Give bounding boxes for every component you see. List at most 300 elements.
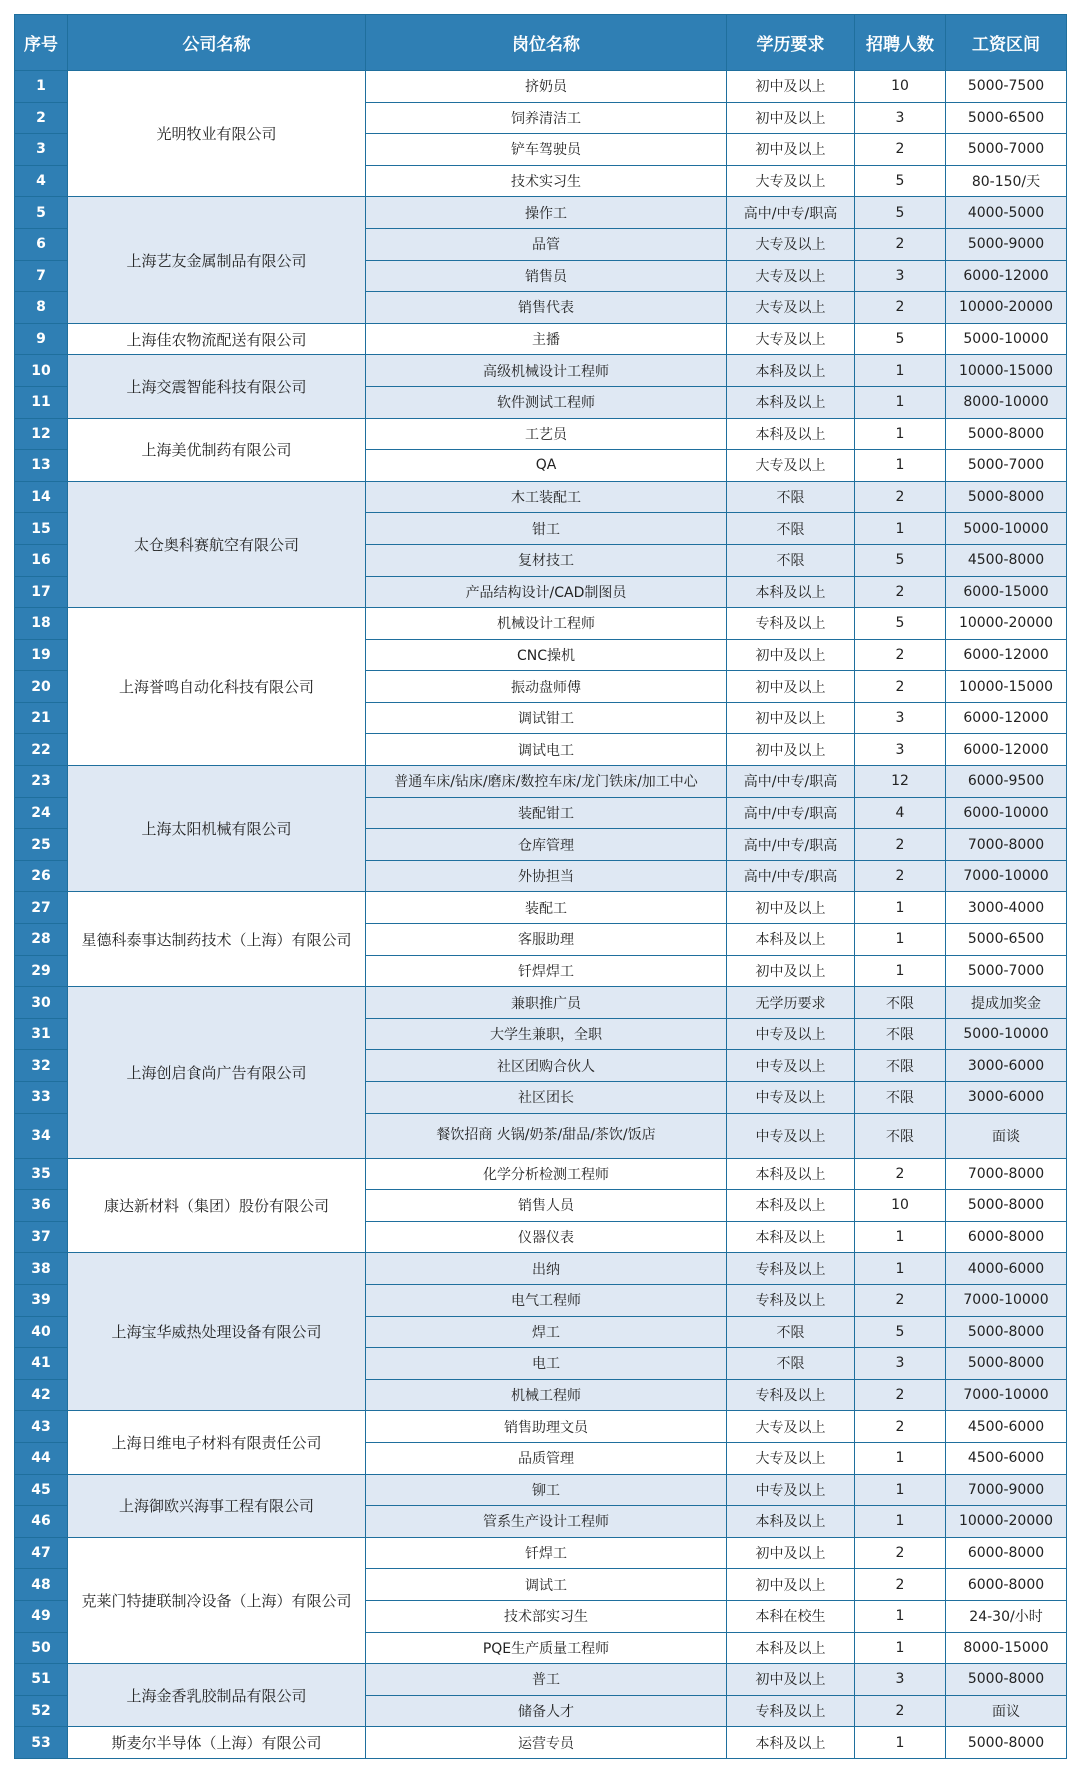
- company-name: 斯麦尔半导体（上海）有限公司: [68, 1727, 366, 1759]
- row-index: 51: [15, 1664, 68, 1696]
- position-name: CNC操机: [366, 639, 727, 671]
- position-name: 品管: [366, 228, 727, 260]
- salary-range: 4500-6000: [946, 1411, 1067, 1443]
- salary-range: 10000-15000: [946, 355, 1067, 387]
- row-index: 40: [15, 1316, 68, 1348]
- education-requirement: 专科及以上: [727, 608, 855, 640]
- hiring-count: 2: [855, 576, 946, 608]
- position-name: 复材技工: [366, 544, 727, 576]
- row-index: 10: [15, 355, 68, 387]
- position-name: 储备人才: [366, 1695, 727, 1727]
- hiring-count: 不限: [855, 1018, 946, 1050]
- row-index: 26: [15, 860, 68, 892]
- row-index: 2: [15, 102, 68, 134]
- row-index: 16: [15, 544, 68, 576]
- education-requirement: 大专及以上: [727, 450, 855, 482]
- position-name: 电工: [366, 1348, 727, 1380]
- hiring-count: 3: [855, 102, 946, 134]
- salary-range: 5000-7000: [946, 450, 1067, 482]
- hiring-count: 2: [855, 639, 946, 671]
- salary-range: 10000-15000: [946, 671, 1067, 703]
- position-name: 餐饮招商 火锅/奶茶/甜品/茶饮/饭店: [366, 1113, 727, 1158]
- education-requirement: 大专及以上: [727, 260, 855, 292]
- education-requirement: 中专及以上: [727, 1018, 855, 1050]
- position-name: 社区团长: [366, 1082, 727, 1114]
- position-name: 运营专员: [366, 1727, 727, 1759]
- salary-range: 6000-10000: [946, 797, 1067, 829]
- row-index: 52: [15, 1695, 68, 1727]
- salary-range: 5000-8000: [946, 1348, 1067, 1380]
- salary-range: 6000-8000: [946, 1537, 1067, 1569]
- row-index: 32: [15, 1050, 68, 1082]
- table-row: [15, 1474, 1067, 1506]
- salary-range: 5000-7000: [946, 134, 1067, 166]
- row-index: 17: [15, 576, 68, 608]
- salary-range: 80-150/天: [946, 165, 1067, 197]
- hiring-count: 1: [855, 1474, 946, 1506]
- education-requirement: 初中及以上: [727, 892, 855, 924]
- education-requirement: 初中及以上: [727, 1537, 855, 1569]
- hiring-count: 2: [855, 1158, 946, 1190]
- row-index: 22: [15, 734, 68, 766]
- position-name: 大学生兼职，全职: [366, 1018, 727, 1050]
- row-index: 53: [15, 1727, 68, 1759]
- company-name: 上海美优制药有限公司: [68, 418, 366, 481]
- hiring-count: 1: [855, 1442, 946, 1474]
- salary-range: 6000-15000: [946, 576, 1067, 608]
- salary-range: 3000-6000: [946, 1082, 1067, 1114]
- position-name: 销售代表: [366, 292, 727, 324]
- education-requirement: 不限: [727, 544, 855, 576]
- salary-range: 8000-15000: [946, 1632, 1067, 1664]
- company-name: 光明牧业有限公司: [68, 71, 366, 197]
- education-requirement: 不限: [727, 481, 855, 513]
- table-row: [15, 197, 1067, 229]
- education-requirement: 本科及以上: [727, 1158, 855, 1190]
- position-name: 铲车驾驶员: [366, 134, 727, 166]
- position-name: 产品结构设计/CAD制图员: [366, 576, 727, 608]
- hiring-count: 1: [855, 1632, 946, 1664]
- hiring-count: 2: [855, 1537, 946, 1569]
- salary-range: 7000-9000: [946, 1474, 1067, 1506]
- position-name: 操作工: [366, 197, 727, 229]
- table-row: [15, 1411, 1067, 1443]
- position-name: 销售员: [366, 260, 727, 292]
- salary-range: 24-30/小时: [946, 1600, 1067, 1632]
- hiring-count: 1: [855, 892, 946, 924]
- hiring-count: 1: [855, 1727, 946, 1759]
- position-name: 装配钳工: [366, 797, 727, 829]
- salary-range: 7000-10000: [946, 1284, 1067, 1316]
- company-name: 上海日维电子材料有限责任公司: [68, 1411, 366, 1474]
- hiring-count: 2: [855, 1569, 946, 1601]
- row-index: 36: [15, 1190, 68, 1222]
- salary-range: 5000-7500: [946, 71, 1067, 103]
- salary-range: 4000-6000: [946, 1253, 1067, 1285]
- hiring-count: 5: [855, 544, 946, 576]
- row-index: 21: [15, 702, 68, 734]
- education-requirement: 本科及以上: [727, 1727, 855, 1759]
- education-requirement: 初中及以上: [727, 134, 855, 166]
- position-name: 焊工: [366, 1316, 727, 1348]
- header-row: [15, 15, 1067, 71]
- salary-range: 8000-10000: [946, 386, 1067, 418]
- education-requirement: 大专及以上: [727, 1442, 855, 1474]
- salary-range: 7000-8000: [946, 1158, 1067, 1190]
- row-index: 48: [15, 1569, 68, 1601]
- salary-range: 6000-8000: [946, 1569, 1067, 1601]
- position-name: 钎焊焊工: [366, 955, 727, 987]
- education-requirement: 本科及以上: [727, 1506, 855, 1538]
- row-index: 7: [15, 260, 68, 292]
- table-row: [15, 1158, 1067, 1190]
- education-requirement: 初中及以上: [727, 671, 855, 703]
- hiring-count: 1: [855, 386, 946, 418]
- education-requirement: 初中及以上: [727, 102, 855, 134]
- education-requirement: 无学历要求: [727, 987, 855, 1019]
- salary-range: 5000-8000: [946, 1727, 1067, 1759]
- row-index: 8: [15, 292, 68, 324]
- row-index: 31: [15, 1018, 68, 1050]
- education-requirement: 专科及以上: [727, 1379, 855, 1411]
- education-requirement: 高中/中专/职高: [727, 197, 855, 229]
- salary-range: 5000-6500: [946, 102, 1067, 134]
- education-requirement: 高中/中专/职高: [727, 829, 855, 861]
- hiring-count: 2: [855, 1695, 946, 1727]
- education-requirement: 不限: [727, 513, 855, 545]
- row-index: 29: [15, 955, 68, 987]
- hiring-count: 5: [855, 197, 946, 229]
- position-name: 品质管理: [366, 1442, 727, 1474]
- position-name: 客服助理: [366, 924, 727, 956]
- position-name: 机械设计工程师: [366, 608, 727, 640]
- salary-range: 3000-4000: [946, 892, 1067, 924]
- hiring-count: 1: [855, 1506, 946, 1538]
- header-position: 岗位名称: [366, 15, 727, 71]
- row-index: 19: [15, 639, 68, 671]
- education-requirement: 专科及以上: [727, 1284, 855, 1316]
- education-requirement: 初中及以上: [727, 639, 855, 671]
- position-name: 社区团购合伙人: [366, 1050, 727, 1082]
- company-name: 克莱门特捷联制冷设备（上海）有限公司: [68, 1537, 366, 1663]
- hiring-count: 3: [855, 702, 946, 734]
- education-requirement: 高中/中专/职高: [727, 797, 855, 829]
- row-index: 28: [15, 924, 68, 956]
- salary-range: 5000-8000: [946, 418, 1067, 450]
- row-index: 30: [15, 987, 68, 1019]
- row-index: 15: [15, 513, 68, 545]
- hiring-count: 1: [855, 955, 946, 987]
- row-index: 1: [15, 71, 68, 103]
- company-name: 星德科泰事达制药技术（上海）有限公司: [68, 892, 366, 987]
- position-name: 技术实习生: [366, 165, 727, 197]
- company-name: 上海金香乳胶制品有限公司: [68, 1664, 366, 1727]
- company-name: 康达新材料（集团）股份有限公司: [68, 1158, 366, 1253]
- company-name: 上海佳农物流配送有限公司: [68, 323, 366, 355]
- hiring-count: 10: [855, 71, 946, 103]
- position-name: 调试工: [366, 1569, 727, 1601]
- hiring-count: 4: [855, 797, 946, 829]
- row-index: 42: [15, 1379, 68, 1411]
- position-name: 外协担当: [366, 860, 727, 892]
- row-index: 14: [15, 481, 68, 513]
- position-name: 仓库管理: [366, 829, 727, 861]
- row-index: 47: [15, 1537, 68, 1569]
- row-index: 12: [15, 418, 68, 450]
- position-name: 挤奶员: [366, 71, 727, 103]
- company-name: 上海创启食尚广告有限公司: [68, 987, 366, 1158]
- education-requirement: 本科及以上: [727, 1632, 855, 1664]
- row-index: 41: [15, 1348, 68, 1380]
- education-requirement: 本科及以上: [727, 1190, 855, 1222]
- salary-range: 10000-20000: [946, 1506, 1067, 1538]
- row-index: 37: [15, 1221, 68, 1253]
- hiring-count: 2: [855, 292, 946, 324]
- row-index: 4: [15, 165, 68, 197]
- table-row: [15, 608, 1067, 640]
- hiring-count: 2: [855, 134, 946, 166]
- education-requirement: 专科及以上: [727, 1695, 855, 1727]
- salary-range: 5000-9000: [946, 228, 1067, 260]
- row-index: 33: [15, 1082, 68, 1114]
- company-name: 上海艺友金属制品有限公司: [68, 197, 366, 323]
- header-index: 序号: [15, 15, 68, 71]
- education-requirement: 初中及以上: [727, 1664, 855, 1696]
- company-name: 上海交震智能科技有限公司: [68, 355, 366, 418]
- salary-range: 5000-10000: [946, 1018, 1067, 1050]
- row-index: 5: [15, 197, 68, 229]
- hiring-count: 10: [855, 1190, 946, 1222]
- education-requirement: 高中/中专/职高: [727, 860, 855, 892]
- position-name: 调试电工: [366, 734, 727, 766]
- position-name: 管系生产设计工程师: [366, 1506, 727, 1538]
- hiring-count: 3: [855, 1348, 946, 1380]
- position-name: 钳工: [366, 513, 727, 545]
- hiring-count: 2: [855, 860, 946, 892]
- salary-range: 4000-5000: [946, 197, 1067, 229]
- hiring-count: 1: [855, 1253, 946, 1285]
- salary-range: 7000-10000: [946, 860, 1067, 892]
- job-listing-table-container: [14, 14, 1066, 1759]
- table-row: [15, 355, 1067, 387]
- salary-range: 5000-8000: [946, 481, 1067, 513]
- hiring-count: 2: [855, 1284, 946, 1316]
- header-company: 公司名称: [68, 15, 366, 71]
- position-name: 机械工程师: [366, 1379, 727, 1411]
- hiring-count: 1: [855, 1221, 946, 1253]
- position-name: 振动盘师傅: [366, 671, 727, 703]
- education-requirement: 不限: [727, 1316, 855, 1348]
- salary-range: 6000-12000: [946, 702, 1067, 734]
- position-name: 装配工: [366, 892, 727, 924]
- hiring-count: 2: [855, 671, 946, 703]
- salary-range: 6000-9500: [946, 766, 1067, 798]
- position-name: 普通车床/钻床/磨床/数控车床/龙门铁床/加工中心: [366, 766, 727, 798]
- education-requirement: 本科及以上: [727, 1221, 855, 1253]
- table-header: [15, 15, 1067, 71]
- hiring-count: 2: [855, 1379, 946, 1411]
- row-index: 23: [15, 766, 68, 798]
- row-index: 35: [15, 1158, 68, 1190]
- row-index: 24: [15, 797, 68, 829]
- header-count: 招聘人数: [855, 15, 946, 71]
- table-row: [15, 1664, 1067, 1696]
- position-name: 销售人员: [366, 1190, 727, 1222]
- hiring-count: 不限: [855, 987, 946, 1019]
- header-education: 学历要求: [727, 15, 855, 71]
- hiring-count: 1: [855, 1600, 946, 1632]
- row-index: 50: [15, 1632, 68, 1664]
- education-requirement: 初中及以上: [727, 734, 855, 766]
- salary-range: 5000-8000: [946, 1190, 1067, 1222]
- education-requirement: 中专及以上: [727, 1474, 855, 1506]
- row-index: 25: [15, 829, 68, 861]
- salary-range: 4500-6000: [946, 1442, 1067, 1474]
- salary-range: 4500-8000: [946, 544, 1067, 576]
- position-name: 技术部实习生: [366, 1600, 727, 1632]
- row-index: 44: [15, 1442, 68, 1474]
- position-name: 工艺员: [366, 418, 727, 450]
- salary-range: 6000-12000: [946, 639, 1067, 671]
- position-name: 主播: [366, 323, 727, 355]
- hiring-count: 1: [855, 450, 946, 482]
- hiring-count: 2: [855, 829, 946, 861]
- company-name: 太仓奥科赛航空有限公司: [68, 481, 366, 607]
- table-row: [15, 323, 1067, 355]
- position-name: 木工装配工: [366, 481, 727, 513]
- table-row: [15, 418, 1067, 450]
- row-index: 18: [15, 608, 68, 640]
- education-requirement: 专科及以上: [727, 1253, 855, 1285]
- position-name: 销售助理文员: [366, 1411, 727, 1443]
- hiring-count: 5: [855, 323, 946, 355]
- position-name: 电气工程师: [366, 1284, 727, 1316]
- hiring-count: 1: [855, 355, 946, 387]
- education-requirement: 初中及以上: [727, 702, 855, 734]
- hiring-count: 3: [855, 1664, 946, 1696]
- row-index: 45: [15, 1474, 68, 1506]
- header-salary: 工资区间: [946, 15, 1067, 71]
- table-row: [15, 766, 1067, 798]
- table-row: [15, 987, 1067, 1019]
- hiring-count: 2: [855, 481, 946, 513]
- row-index: 9: [15, 323, 68, 355]
- salary-range: 3000-6000: [946, 1050, 1067, 1082]
- salary-range: 7000-10000: [946, 1379, 1067, 1411]
- row-index: 46: [15, 1506, 68, 1538]
- row-index: 13: [15, 450, 68, 482]
- salary-range: 面议: [946, 1695, 1067, 1727]
- salary-range: 5000-8000: [946, 1664, 1067, 1696]
- hiring-count: 3: [855, 260, 946, 292]
- position-name: QA: [366, 450, 727, 482]
- salary-range: 6000-8000: [946, 1221, 1067, 1253]
- hiring-count: 2: [855, 1411, 946, 1443]
- education-requirement: 本科在校生: [727, 1600, 855, 1632]
- position-name: 软件测试工程师: [366, 386, 727, 418]
- position-name: PQE生产质量工程师: [366, 1632, 727, 1664]
- hiring-count: 不限: [855, 1082, 946, 1114]
- salary-range: 6000-12000: [946, 260, 1067, 292]
- position-name: 铆工: [366, 1474, 727, 1506]
- salary-range: 5000-10000: [946, 513, 1067, 545]
- education-requirement: 本科及以上: [727, 924, 855, 956]
- salary-range: 10000-20000: [946, 292, 1067, 324]
- education-requirement: 初中及以上: [727, 955, 855, 987]
- row-index: 39: [15, 1284, 68, 1316]
- salary-range: 面谈: [946, 1113, 1067, 1158]
- education-requirement: 本科及以上: [727, 355, 855, 387]
- table-body: [15, 71, 1067, 1759]
- salary-range: 5000-7000: [946, 955, 1067, 987]
- table-row: [15, 1727, 1067, 1759]
- row-index: 38: [15, 1253, 68, 1285]
- hiring-count: 12: [855, 766, 946, 798]
- hiring-count: 5: [855, 165, 946, 197]
- education-requirement: 大专及以上: [727, 323, 855, 355]
- row-index: 11: [15, 386, 68, 418]
- company-name: 上海宝华威热处理设备有限公司: [68, 1253, 366, 1411]
- salary-range: 5000-6500: [946, 924, 1067, 956]
- table-row: [15, 1537, 1067, 1569]
- company-name: 上海御欧兴海事工程有限公司: [68, 1474, 366, 1537]
- education-requirement: 大专及以上: [727, 1411, 855, 1443]
- row-index: 3: [15, 134, 68, 166]
- hiring-count: 5: [855, 1316, 946, 1348]
- table-row: [15, 71, 1067, 103]
- education-requirement: 中专及以上: [727, 1050, 855, 1082]
- table-row: [15, 481, 1067, 513]
- education-requirement: 中专及以上: [727, 1113, 855, 1158]
- salary-range: 5000-8000: [946, 1316, 1067, 1348]
- position-name: 兼职推广员: [366, 987, 727, 1019]
- position-name: 仪器仪表: [366, 1221, 727, 1253]
- education-requirement: 不限: [727, 1348, 855, 1380]
- row-index: 6: [15, 228, 68, 260]
- hiring-count: 3: [855, 734, 946, 766]
- salary-range: 10000-20000: [946, 608, 1067, 640]
- education-requirement: 大专及以上: [727, 292, 855, 324]
- job-listing-table: [14, 14, 1067, 1759]
- salary-range: 5000-10000: [946, 323, 1067, 355]
- position-name: 出纳: [366, 1253, 727, 1285]
- salary-range: 7000-8000: [946, 829, 1067, 861]
- hiring-count: 不限: [855, 1113, 946, 1158]
- education-requirement: 初中及以上: [727, 71, 855, 103]
- row-index: 27: [15, 892, 68, 924]
- position-name: 调试钳工: [366, 702, 727, 734]
- education-requirement: 大专及以上: [727, 165, 855, 197]
- position-name: 高级机械设计工程师: [366, 355, 727, 387]
- hiring-count: 1: [855, 418, 946, 450]
- table-row: [15, 1253, 1067, 1285]
- hiring-count: 5: [855, 608, 946, 640]
- salary-range: 提成加奖金: [946, 987, 1067, 1019]
- company-name: 上海誉鸣自动化科技有限公司: [68, 608, 366, 766]
- row-index: 43: [15, 1411, 68, 1443]
- position-name: 化学分析检测工程师: [366, 1158, 727, 1190]
- education-requirement: 高中/中专/职高: [727, 766, 855, 798]
- row-index: 34: [15, 1113, 68, 1158]
- hiring-count: 1: [855, 513, 946, 545]
- education-requirement: 本科及以上: [727, 418, 855, 450]
- education-requirement: 初中及以上: [727, 1569, 855, 1601]
- hiring-count: 2: [855, 228, 946, 260]
- education-requirement: 中专及以上: [727, 1082, 855, 1114]
- position-name: 钎焊工: [366, 1537, 727, 1569]
- row-index: 49: [15, 1600, 68, 1632]
- table-row: [15, 892, 1067, 924]
